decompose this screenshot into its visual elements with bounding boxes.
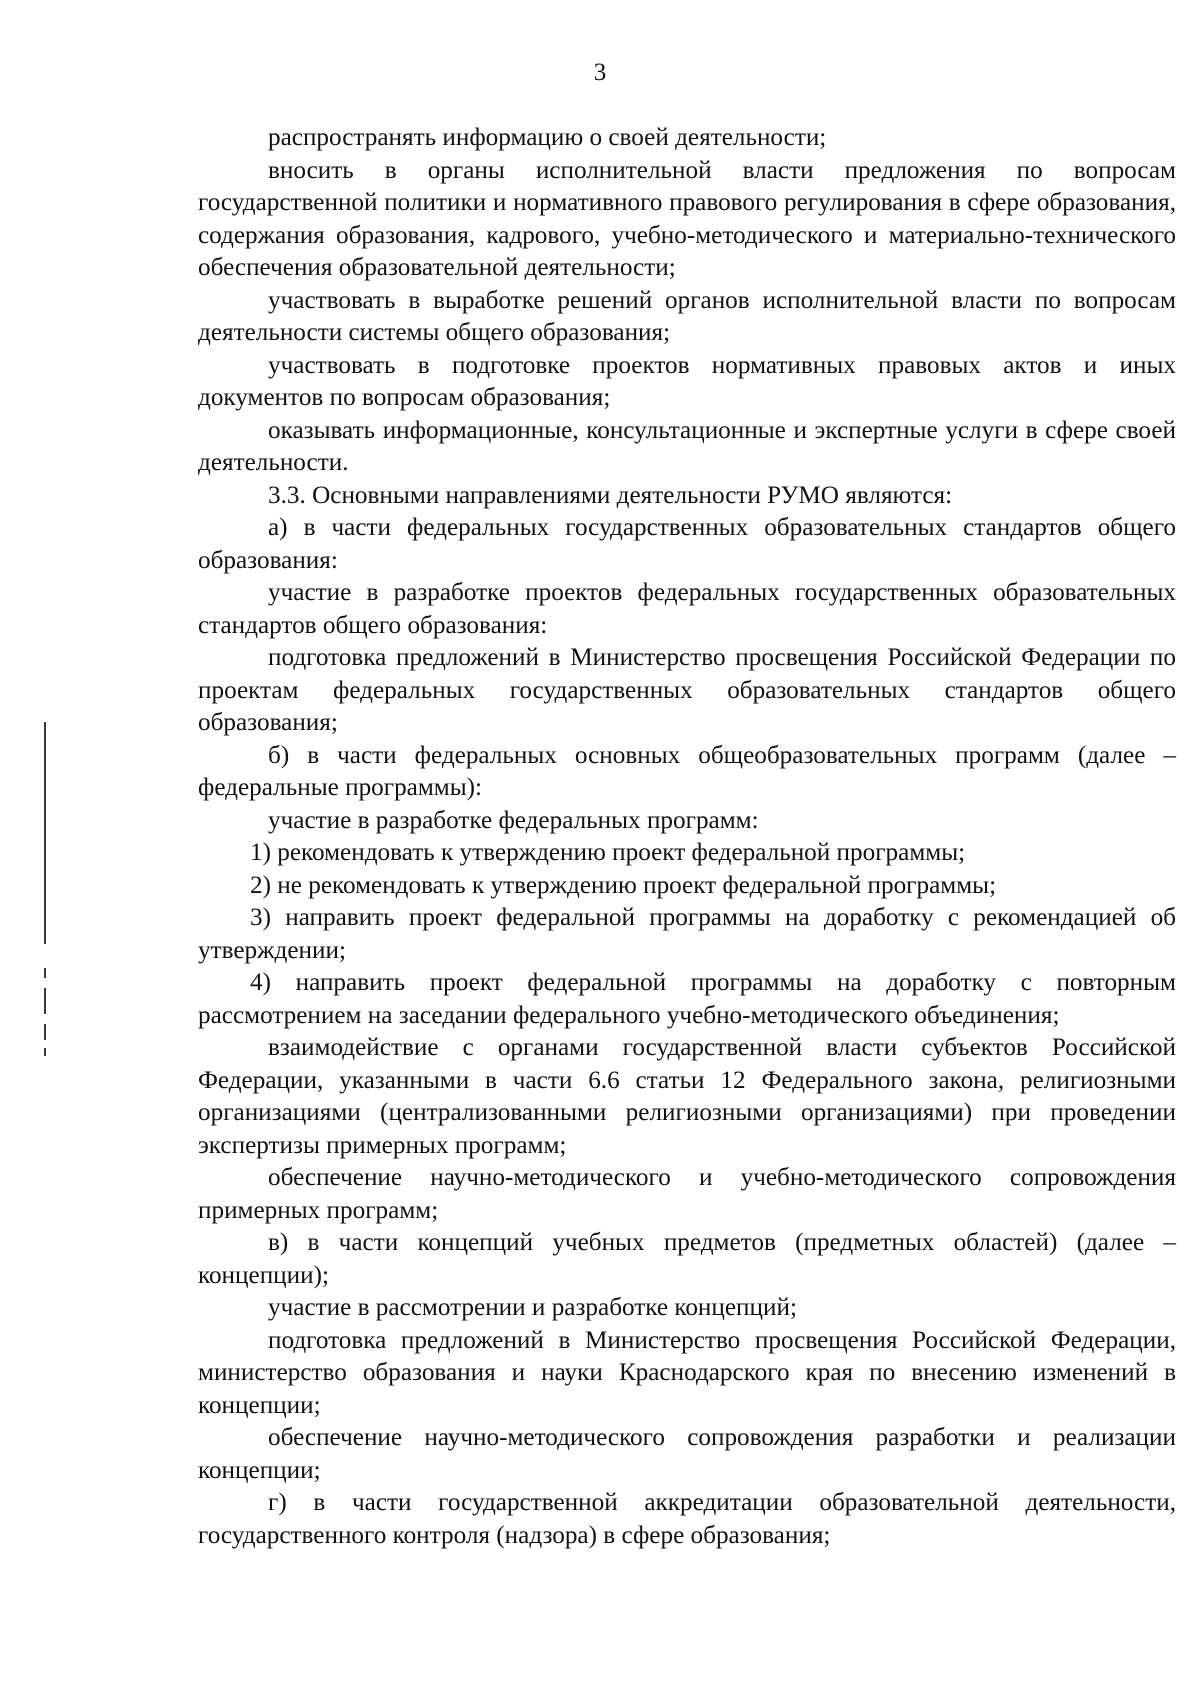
- paragraph: подготовка предложений в Министерство просвещения Российской Федерации, министерство образования и науки Краснодарского края по внесению изменений в концепции;: [198, 1326, 1176, 1419]
- paragraph: участвовать в выработке решений органов исполнительной власти по вопросам деятельности системы общего образования;: [198, 286, 1176, 346]
- scan-artifact-line: [44, 988, 46, 1014]
- section-heading: 3.3. Основными направлениями деятельности РУМО являются:: [268, 481, 953, 509]
- subsection-v: в) в части концепций учебных предметов (предметных областей) (далее – концепции);: [198, 1229, 1176, 1289]
- paragraph: подготовка предложений в Министерство просвещения Российской Федерации по проектам федеральных государственных образовательных стандартов общего образования;: [198, 644, 1176, 736]
- subsection-a: а) в части федеральных государственных образовательных стандартов общего образования:: [198, 514, 1176, 574]
- list-item: 2) не рекомендовать к утверждению проект федеральной программы;: [250, 871, 997, 899]
- scan-artifact-line: [44, 968, 46, 978]
- paragraph: вносить в органы исполнительной власти предложения по вопросам государственной политики и нормативного правового регулирования в сфере образования, содержания образования, кадрового, учебно-методического и материально-технического обеспечения образовательной деятельности;: [198, 156, 1176, 281]
- list-item: 3) направить проект федеральной программы на доработку с рекомендацией об утверждении;: [198, 904, 1176, 964]
- subsection-b: б) в части федеральных основных общеобразовательных программ (далее – федеральные программы):: [198, 741, 1176, 801]
- scan-artifact-line: [44, 722, 46, 944]
- list-item: 4) направить проект федеральной программы на доработку с повторным рассмотрением на заседании федерального учебно-методического объединения;: [198, 969, 1176, 1029]
- subsection-g: г) в части государственной аккредитации образовательной деятельности, государственного контроля (надзора) в сфере образования;: [198, 1489, 1176, 1549]
- paragraph: распространять информацию о своей деятельности;: [268, 124, 827, 151]
- paragraph: участие в рассмотрении и разработке концепций;: [268, 1294, 797, 1321]
- scan-artifact-line: [44, 1024, 46, 1040]
- paragraph: оказывать информационные, консультационные и экспертные услуги в сфере своей деятельности.: [198, 416, 1176, 476]
- document-body: [198, 122, 1176, 1552]
- scan-artifact-line: [44, 1048, 46, 1056]
- paragraph: участие в разработке проектов федеральных государственных образовательных стандартов общего образования:: [198, 579, 1176, 639]
- list-item: 1) рекомендовать к утверждению проект федеральной программы;: [250, 839, 966, 866]
- paragraph: взаимодействие с органами государственной власти субъектов Российской Федерации, указанными в части 6.6 статьи 12 Федерального закона, религиозными организациями (централизованными религиозными организациями) при проведении экспертизы примерных программ;: [198, 1034, 1176, 1159]
- page-number: 3: [593, 59, 607, 86]
- paragraph: участвовать в подготовке проектов нормативных правовых актов и иных документов по вопросам образования;: [198, 351, 1176, 411]
- paragraph: обеспечение научно-методического и учебно-методического сопровождения примерных программ;: [198, 1164, 1176, 1224]
- paragraph: участие в разработке федеральных программ:: [268, 806, 759, 834]
- paragraph: обеспечение научно-методического сопровождения разработки и реализации концепции;: [198, 1424, 1176, 1484]
